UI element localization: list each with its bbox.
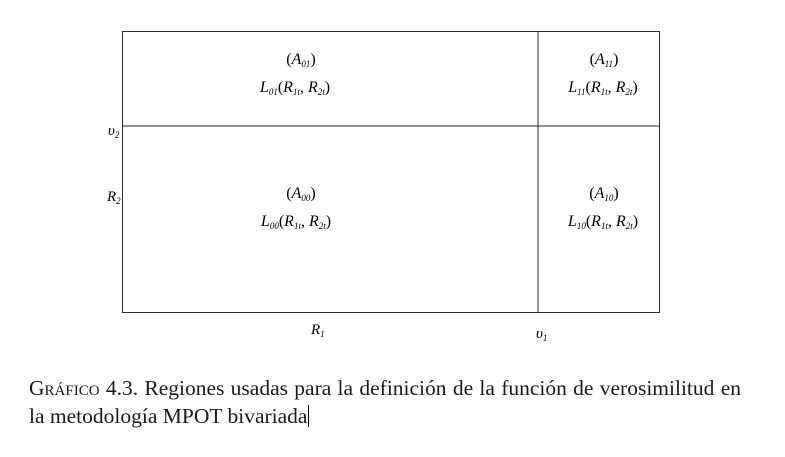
likelihood-l11: L11(R1t, R2t) [568,79,638,97]
region-a00-label: (A00) [286,185,316,203]
region-a00 [260,185,331,231]
caption-text: Regiones usadas para la definición de la función de verosimilitud en la metodología MPOT bivariada [29,376,741,428]
region-a10-label: (A10) [589,185,619,203]
likelihood-l00: L00(R1t, R2t) [260,213,332,231]
y-variable-label: $R_2$ [107,189,121,206]
figure-caption [29,374,741,430]
region-a01-label: (A01) [286,51,316,69]
region-a10 [567,185,638,231]
region-a11 [567,51,638,97]
likelihood-l01: L01(R1t, R2t) [259,79,331,97]
caption-label: Gráfico 4.3. [29,376,139,400]
y-threshold-label: $\upsilon_2$ [108,123,120,140]
x-threshold-label: $\upsilon_1$ [536,326,548,343]
region-a11-label: (A11) [589,51,619,69]
text-cursor [308,405,309,427]
x-variable-label: $R_1$ [311,322,325,339]
likelihood-l10: L10(R1t, R2t) [567,213,639,231]
diagram-frame [123,32,660,313]
region-a01 [259,51,330,97]
